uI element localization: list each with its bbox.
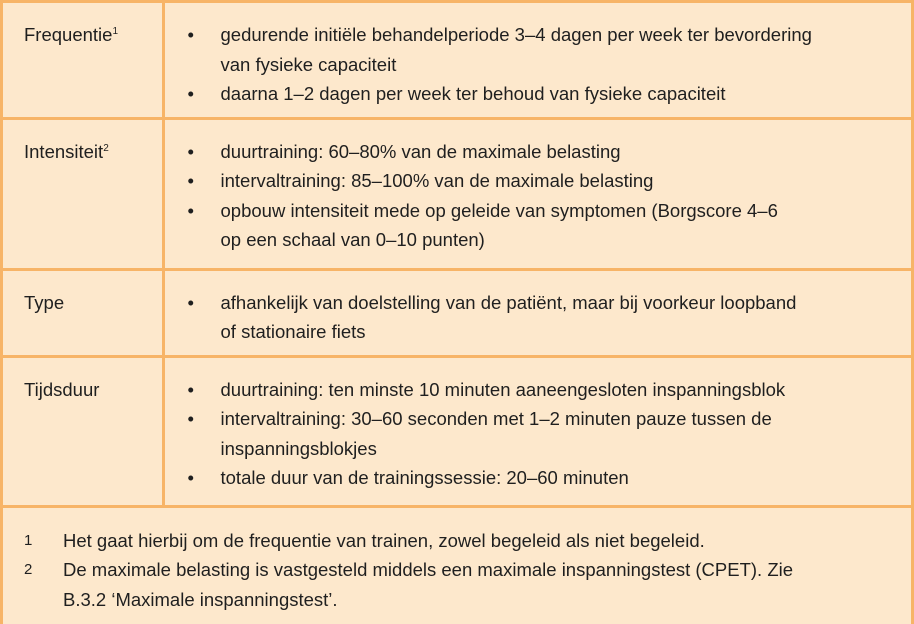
row-label-type <box>3 269 163 356</box>
row-body-intensiteit <box>163 118 911 269</box>
list-item <box>165 463 912 493</box>
item-line: duurtraining: 60–80% van de maximale belasting <box>220 140 621 162</box>
item-line: opbouw intensiteit mede op geleide van symptomen (Borgscore 4–6 <box>220 199 778 221</box>
item-line: intervaltraining: 30–60 seconden met 1–2 minuten pauze tussen de <box>220 408 772 429</box>
bullet: • <box>187 24 194 45</box>
footnote-number: 1 <box>24 531 33 549</box>
list-item <box>165 375 912 405</box>
list-item <box>165 79 912 109</box>
item-line: op een schaal van 0–10 punten) <box>220 229 485 250</box>
table-row-intensiteit <box>3 118 911 269</box>
row-body-frequentie <box>163 3 911 118</box>
list-item <box>165 166 912 196</box>
row-label-text: Tijdsduur <box>24 378 100 400</box>
row-body-type <box>163 269 911 356</box>
item-line: afhankelijk van doelstelling van de patiënt, maar bij voorkeur loopband <box>220 291 797 313</box>
item-line: intervaltraining: 85–100% van de maximale belasting <box>220 170 654 191</box>
item-line: van fysieke capaciteit <box>220 53 397 75</box>
list-item <box>165 196 912 255</box>
footnote-1 <box>3 526 911 556</box>
item-line: daarna 1–2 dagen per week ter behoud van fysieke capaciteit <box>220 83 726 104</box>
bullet: • <box>187 378 194 400</box>
table-row-frequentie <box>3 3 911 118</box>
bullet: • <box>187 199 194 221</box>
row-body-tijdsduur <box>163 356 911 506</box>
row-label-text: Type <box>24 291 65 313</box>
footnote-number: 2 <box>24 561 33 578</box>
footnote-text: Het gaat hierbij om de frequentie van trainen, zowel begeleid als niet begeleid. <box>63 529 705 551</box>
item-line: of stationaire fiets <box>220 321 366 342</box>
item-line: totale duur van de trainingssessie: 20–60 minuten <box>220 467 629 488</box>
row-label-text: Frequentie <box>24 24 113 45</box>
footnote-text: B.3.2 ‘Maximale inspanningstest’. <box>63 588 338 610</box>
table-row-tijdsduur <box>3 356 911 506</box>
training-table <box>3 3 911 508</box>
list-item <box>165 288 912 347</box>
list-item <box>165 137 912 167</box>
footnote-ref: 1 <box>112 26 119 37</box>
table-row-type <box>3 269 911 356</box>
item-line: duurtraining: ten minste 10 minuten aaneengesloten inspanningsblok <box>220 378 786 400</box>
footnote-ref: 2 <box>103 142 109 154</box>
footnotes <box>3 508 911 615</box>
row-label-text: Intensiteit <box>24 140 104 162</box>
item-line: inspanningsblokjes <box>220 437 377 459</box>
bullet: • <box>187 83 194 104</box>
list-item <box>165 404 912 463</box>
row-label-frequentie <box>3 3 163 118</box>
bullet: • <box>187 467 194 488</box>
bullet: • <box>187 140 194 162</box>
bullet: • <box>187 408 194 429</box>
row-label-intensiteit <box>3 118 163 269</box>
bullet: • <box>187 170 194 191</box>
footnote-2 <box>3 555 911 614</box>
bullet: • <box>187 291 194 313</box>
item-line: gedurende initiële behandelperiode 3–4 dagen per week ter bevordering <box>220 24 812 45</box>
footnote-text: De maximale belasting is vastgesteld middels een maximale inspanningstest (CPET). Zie <box>63 559 794 580</box>
row-label-tijdsduur <box>3 356 163 506</box>
list-item <box>165 20 912 79</box>
